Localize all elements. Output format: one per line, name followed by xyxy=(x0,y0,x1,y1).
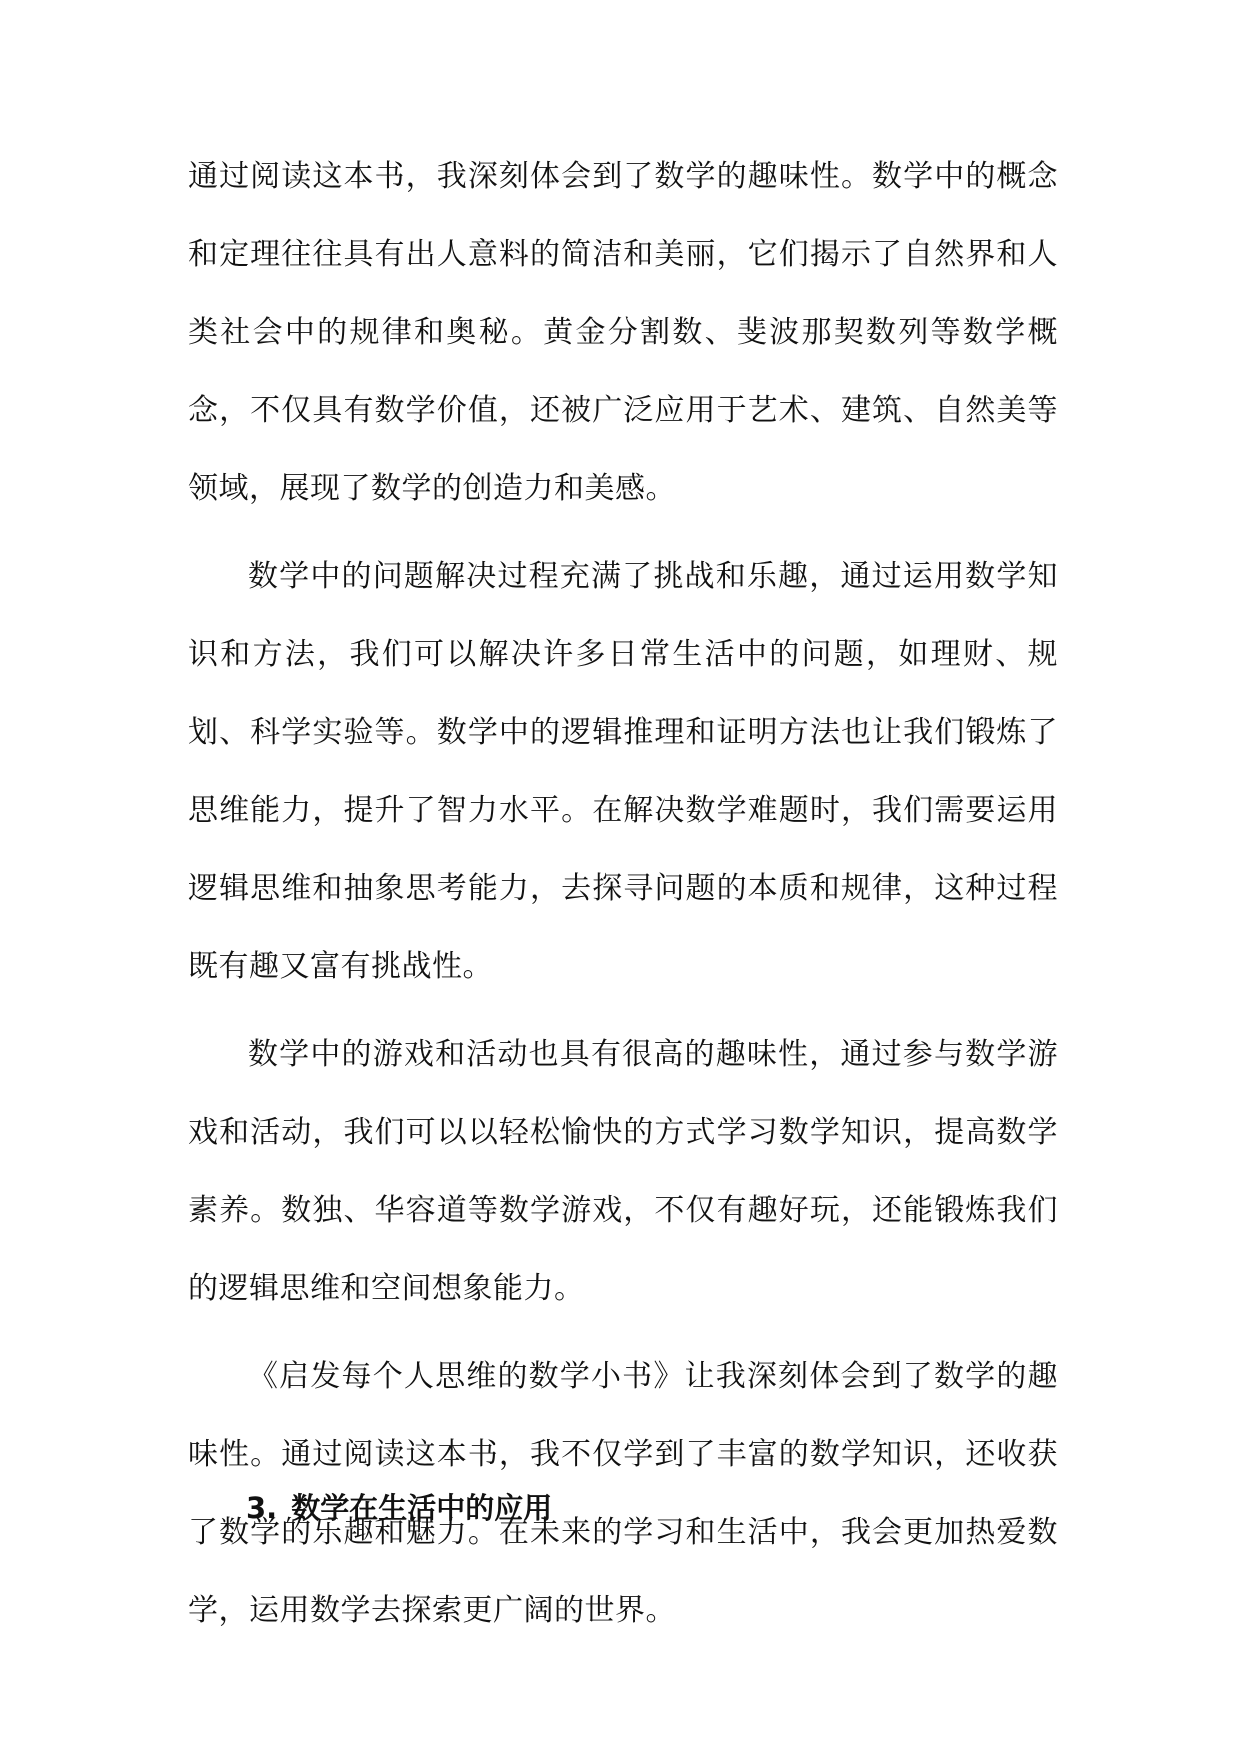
section-number: 3. xyxy=(246,1491,278,1525)
paragraph-4: 《启发每个人思维的数学小书》让我深刻体会到了数学的趣味性。通过阅读这本书，我不仅学到了丰富的数学知识，还收获了数学的乐趣和魅力。在未来的学习和生活中，我会更加热爱数学，运用数学去探索更广阔的世界。 xyxy=(188,1359,1058,1628)
paragraph-1: 通过阅读这本书，我深刻体会到了数学的趣味性。数学中的概念和定理往往具有出人意料的简洁和美丽，它们揭示了自然界和人类社会中的规律和奥秘。黄金分割数、斐波那契数列等数学概念，不仅具有数学价值，还被广泛应用于艺术、建筑、自然美等领域，展现了数学的创造力和美感。 xyxy=(188,159,1058,506)
section-heading xyxy=(246,1488,552,1528)
paragraph-3: 数学中的游戏和活动也具有很高的趣味性，通过参与数学游戏和活动，我们可以以轻松愉快的方式学习数学知识，提高数学素养。数独、华容道等数学游戏，不仅有趣好玩，还能锻炼我们的逻辑思维和空间想象能力。 xyxy=(188,1037,1058,1306)
paragraph-2: 数学中的问题解决过程充满了挑战和乐趣，通过运用数学知识和方法，我们可以解决许多日常生活中的问题，如理财、规划、科学实验等。数学中的逻辑推理和证明方法也让我们锻炼了思维能力，提升了智力水平。在解决数学难题时，我们需要运用逻辑思维和抽象思考能力，去探寻问题的本质和规律，这种过程既有趣又富有挑战性。 xyxy=(188,559,1058,984)
document-body xyxy=(188,138,1058,1660)
section-title: 数学在生活中的应用 xyxy=(291,1491,553,1525)
